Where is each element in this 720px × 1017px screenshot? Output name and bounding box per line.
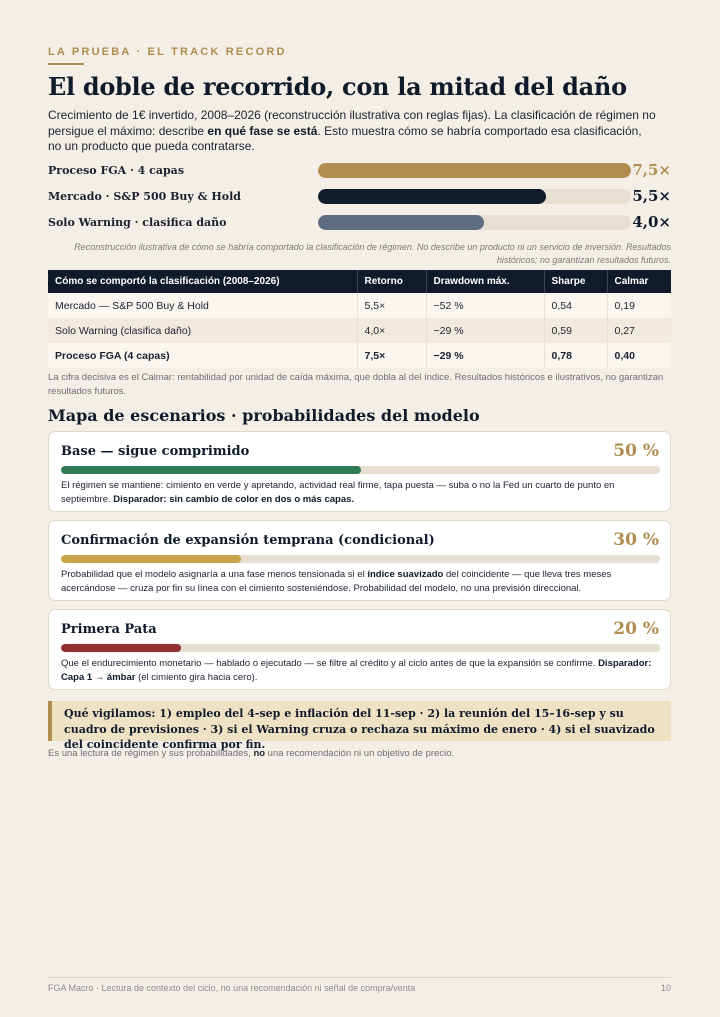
- table-cell: 0,40: [607, 343, 671, 368]
- scenario-probability-fill: [61, 555, 241, 563]
- disclaimer: [48, 748, 671, 759]
- scenario-probability: 50 %: [613, 441, 659, 461]
- table-cell: Solo Warning (clasifica daño): [48, 318, 357, 343]
- growth-bar-row: [48, 162, 671, 180]
- table-row: [48, 318, 671, 343]
- scenario-text: (el cimiento gira hacia cero).: [135, 671, 258, 683]
- footer-text: FGA Macro · Lectura de contexto del ciclo, no una recomendación ni señal de compra/venta: [48, 983, 416, 993]
- growth-bar-value: 4,0×: [632, 213, 671, 231]
- scenario-text: del coincidente — que lleva tres meses acercándose — cruza por fin su línea con el cimiento sosteniéndose. Probabilidad del modelo, no una previsión direccional.: [61, 569, 612, 594]
- scenario-card-primera-pata: [48, 609, 671, 690]
- scenario-probability: 20 %: [613, 619, 659, 639]
- growth-bar-label: Solo Warning · clasifica daño: [48, 216, 227, 229]
- table-cell: −29 %: [426, 343, 544, 368]
- section-kicker: LA PRUEBA · EL TRACK RECORD: [48, 46, 287, 58]
- table-cell: 5,5×: [357, 293, 426, 318]
- scenario-probability-track: [61, 466, 660, 474]
- page-title: El doble de recorrido, con la mitad del daño: [48, 72, 627, 101]
- page-number: 10: [660, 983, 671, 993]
- bars-footnote: [48, 241, 671, 267]
- table-row-highlight: [48, 343, 671, 368]
- scenario-text: El régimen se mantiene: cimiento en verde y apretando, actividad real firme, tapa puesta — suba o no la Fed un cuarto de punto en septiembre.: [61, 480, 615, 505]
- scenario-card-expansion: [48, 520, 671, 601]
- growth-bar-track: [318, 189, 631, 204]
- lead-text-2: . Esto muestra cómo se habría comportado esa clasificación, no un producto que pueda contratarse.: [48, 123, 642, 153]
- table-cell: −52 %: [426, 293, 544, 318]
- scenario-trigger: Disparador: sin cambio de color en dos o más capas.: [113, 493, 355, 505]
- footer-divider: [48, 977, 671, 978]
- performance-table: [48, 270, 671, 368]
- scenarios-title: Mapa de escenarios · probabilidades del modelo: [48, 406, 480, 425]
- scenario-probability-fill: [61, 644, 181, 652]
- bars-footnote-line: Reconstrucción ilustrativa de cómo se habría comportado la clasificación de régimen. No describe un producto ni un servicio de inversión. Resultados: [74, 242, 671, 252]
- table-footnote: La cifra decisiva es el Calmar: rentabilidad por unidad de caída máxima, que dobla al del índice. Resultados históricos e ilustrativos, no garantizan resultados futuros.: [48, 372, 664, 397]
- table-cell: 4,0×: [357, 318, 426, 343]
- table-cell: 7,5×: [357, 343, 426, 368]
- table-cell: 0,54: [544, 293, 607, 318]
- table-header-row: [48, 270, 671, 293]
- table-header-cell: Sharpe: [544, 270, 607, 293]
- watch-callout: Qué vigilamos: 1) empleo del 4-sep e inflación del 11-sep · 2) la reunión del 15–16-sep y su cuadro de previsiones · 3) si el Warning cruza o rechaza su máximo de enero · 4) si el suavizado del coincidente confirma por fin.: [48, 701, 671, 741]
- scenario-probability-fill: [61, 466, 361, 474]
- lead-text-bold: en qué fase se está: [207, 123, 318, 138]
- growth-bar-value: 5,5×: [632, 187, 671, 205]
- scenario-probability-track: [61, 644, 660, 652]
- growth-bar-fill: [318, 163, 631, 178]
- scenario-card-base: [48, 431, 671, 512]
- table-cell: Proceso FGA (4 capas): [48, 343, 357, 368]
- lead-paragraph: [48, 108, 658, 155]
- scenario-title: Confirmación de expansión temprana (condicional): [61, 533, 435, 548]
- table-cell: 0,59: [544, 318, 607, 343]
- table-cell: Mercado — S&P 500 Buy & Hold: [48, 293, 357, 318]
- scenario-trigger: Disparador: Capa 1 → ámbar: [61, 658, 652, 683]
- table-header-cell: Calmar: [607, 270, 671, 293]
- scenario-title: Primera Pata: [61, 622, 157, 637]
- growth-bar-row: [48, 214, 671, 232]
- scenario-description: [61, 657, 659, 684]
- table-cell: 0,19: [607, 293, 671, 318]
- growth-bar-label: Proceso FGA · 4 capas: [48, 164, 185, 177]
- scenario-keyword: índice suavizado: [367, 569, 444, 580]
- disclaimer-text: Es una lectura de régimen y sus probabilidades,: [48, 748, 254, 759]
- table-cell: −29 %: [426, 318, 544, 343]
- table-cell: 0,78: [544, 343, 607, 368]
- scenario-description: [61, 479, 659, 506]
- disclaimer-emphasis: no: [253, 748, 266, 759]
- lead-text-1: Crecimiento de 1€ invertido, 2008–2026 (reconstrucción ilustrativa con reglas fijas). La clasificación de régimen no persigue el máximo: describe: [48, 108, 656, 138]
- growth-bar-value: 7,5×: [632, 161, 671, 179]
- scenario-description: [61, 568, 659, 595]
- growth-bar-label: Mercado · S&P 500 Buy & Hold: [48, 190, 241, 203]
- table-header-cell: Drawdown máx.: [426, 270, 544, 293]
- table-cell: 0,27: [607, 318, 671, 343]
- scenario-probability-track: [61, 555, 660, 563]
- table-row: [48, 293, 671, 318]
- growth-bar-fill: [318, 189, 546, 204]
- disclaimer-text: una recomendación ni un objetivo de precio.: [265, 748, 455, 759]
- table-header-cell: Retorno: [357, 270, 426, 293]
- growth-bar-row: [48, 188, 671, 206]
- growth-bar-track: [318, 163, 631, 178]
- scenario-text: Probabilidad que el modelo asignaría a una fase menos tensionada si el: [61, 569, 368, 580]
- scenario-text: Que el endurecimiento monetario — hablado o ejecutado — se filtre al crédito y al ciclo antes de que la expansión se confirme.: [61, 658, 599, 669]
- growth-bar-fill: [318, 215, 484, 230]
- bars-footnote-line: históricos; no garantizan resultados futuros.: [496, 255, 671, 265]
- growth-bar-track: [318, 215, 631, 230]
- kicker-rule: [48, 63, 84, 65]
- scenario-probability: 30 %: [613, 530, 659, 550]
- table-header-cell: Cómo se comportó la clasificación (2008–2026): [48, 270, 357, 293]
- scenario-title: Base — sigue comprimido: [61, 444, 250, 459]
